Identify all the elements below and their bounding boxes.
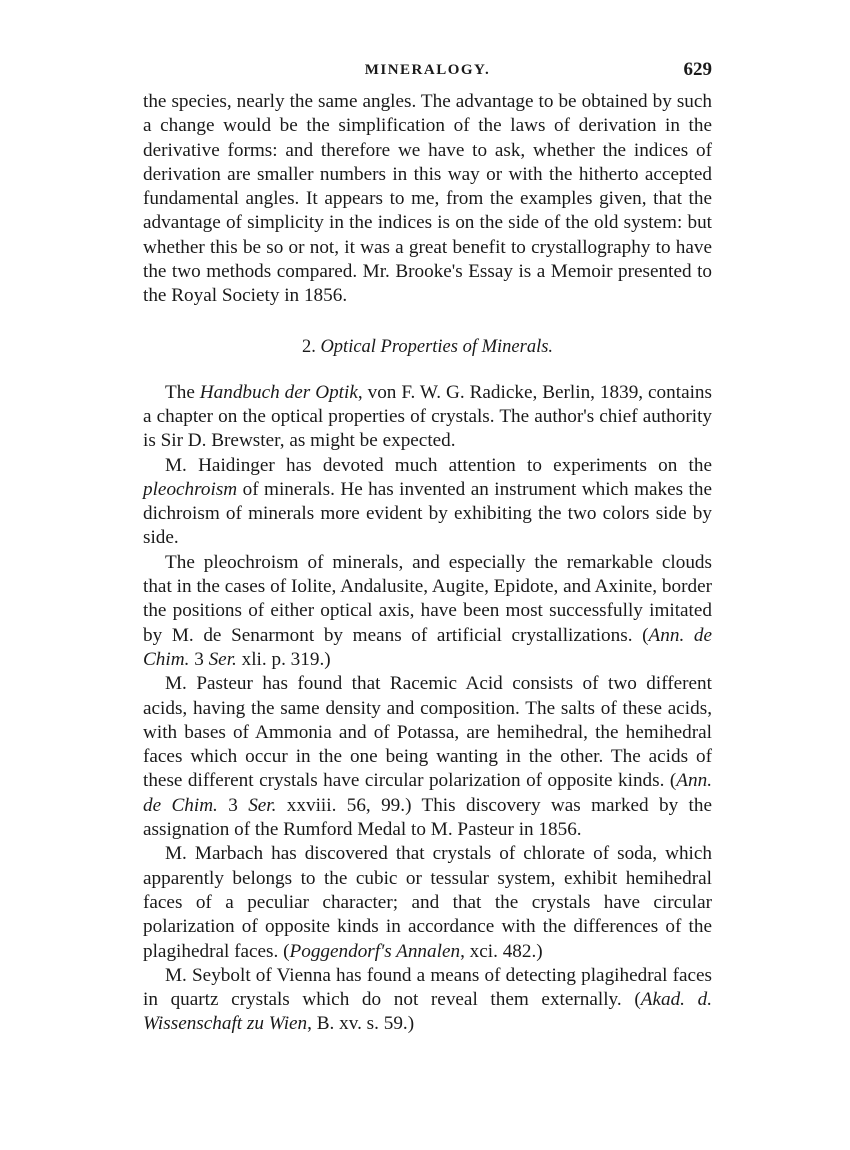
paragraph-pleochroism: The pleochroism of minerals, and especially the remarkable clouds that in the cases of Iolite, Andalusite, Augite, Epidote, and Axinite, border the positions of either optical axis, have been most successfully imitated by M. de Senarmont by means of artificial crystallizations. (Ann. de Chim. 3 Ser. xli. p. 319.) xyxy=(143,551,712,670)
page-header xyxy=(143,56,712,90)
paragraph-continuation: the species, nearly the same angles. The advantage to be obtained by such a change would be the simplification of the laws of derivation in the derivative forms: and therefore we have to ask, whether the indices of derivation are smaller numbers in this way or with the hitherto accepted fundamental angles. It appears to me, from the examples given, that the advantage of simplicity in the indices is on the side of the old system: but whether this be so or not, it was a great benefit to crystallography to have the two methods compared. Mr. Brooke's Essay is a Memoir presented to the Royal Society in 1856. xyxy=(143,91,712,307)
section-number: 2. xyxy=(301,336,316,357)
section-heading xyxy=(143,335,712,359)
paragraph-seybolt: M. Seybolt of Vienna has found a means of detecting plagihedral faces in quartz crystals which do not reveal them externally. (Akad. d. Wissenschaft zu Wien, B. xv. s. 59.) xyxy=(143,964,712,1035)
paragraph-radicke: The Handbuch der Optik, von F. W. G. Radicke, Berlin, 1839, contains a chapter on the optical properties of crystals. The author's chief authority is Sir D. Brewster, as might be expected. xyxy=(143,381,712,452)
paragraph-pasteur: M. Pasteur has found that Racemic Acid consists of two different acids, having the same density and composition. The salts of these acids, with bases of Ammonia and of Potassa, are hemihedral, the hemihedral faces which occur in the one being wanting in the other. The acids of these different crystals have circular polarization of opposite kinds. (Ann. de Chim. 3 Ser. xxviii. 56, 99.) This discovery was marked by the assignation of the Rumford Medal to M. Pasteur in 1856. xyxy=(143,673,712,841)
book-page xyxy=(143,56,712,1037)
paragraph-haidinger: M. Haidinger has devoted much attention to experiments on the pleochroism of minerals. He has invented an instrument which makes the dichroism of minerals more evident by exhibiting the two colors side by side. xyxy=(143,454,712,549)
running-title: MINERALOGY. xyxy=(364,62,491,78)
section-title: Optical Properties of Minerals. xyxy=(320,336,554,357)
paragraph-marbach: M. Marbach has discovered that crystals of chlorate of soda, which apparently belongs to the cubic or tessular system, exhibit hemihedral faces of a peculiar character; and that the crystals have circular polarization of opposite kinds in accordance with the differences of the plagihedral faces. (Poggendorf's Annalen, xci. 482.) xyxy=(143,843,712,962)
page-number: 629 xyxy=(683,59,712,80)
